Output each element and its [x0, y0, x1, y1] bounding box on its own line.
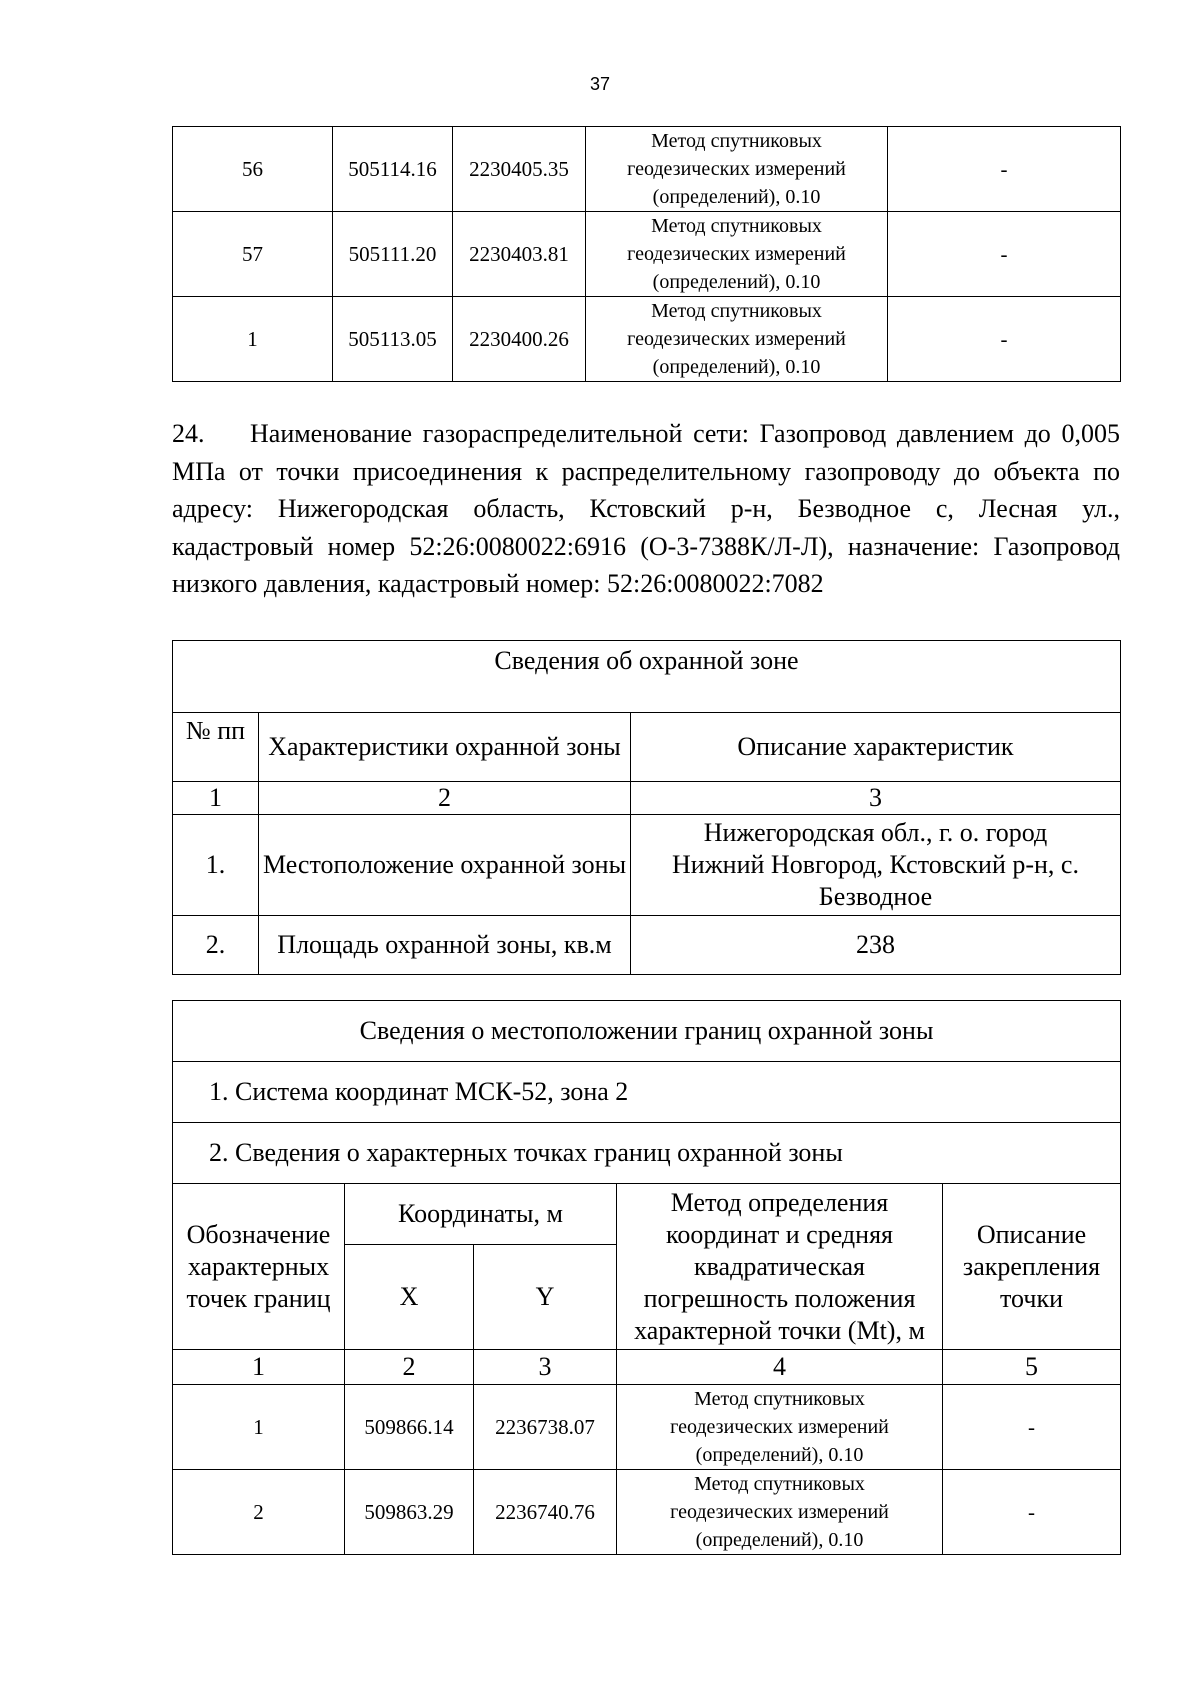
fixing-description: -: [888, 212, 1121, 297]
method-line: Метод спутниковых: [651, 215, 822, 237]
method-line: Метод спутниковых: [651, 130, 822, 152]
header-line: закрепления: [962, 1251, 1101, 1281]
coord-y: 2236740.76: [474, 1470, 617, 1555]
method-line: (определений), 0.10: [652, 271, 821, 293]
characteristic-cell: Площадь охранной зоны, кв.м: [259, 916, 631, 975]
index-cell: 4: [617, 1350, 943, 1385]
coord-y: 2230400.26: [453, 297, 586, 382]
points-section-title: 2. Сведения о характерных точках границ охранной зоны: [173, 1123, 1121, 1184]
coord-x: 505113.05: [333, 297, 453, 382]
point-number: 1: [173, 297, 333, 382]
header-line: характерной точки (Mt), м: [634, 1315, 925, 1345]
description-line: Безводное: [818, 882, 933, 911]
method-line: (определений), 0.10: [652, 186, 821, 208]
header-line: квадратическая: [693, 1251, 866, 1281]
description-line: Нижний Новгород, Кстовский р-н, с.: [672, 850, 1079, 879]
index-cell: 3: [474, 1350, 617, 1385]
fixing-description: -: [943, 1470, 1121, 1555]
point-number: 1: [173, 1385, 345, 1470]
row-number: 1.: [173, 815, 259, 916]
coord-x: 505111.20: [333, 212, 453, 297]
zone-table-title: Сведения об охранной зоне: [173, 641, 1121, 713]
method-line: геодезических измерений: [627, 243, 846, 265]
method-line: геодезических измерений: [670, 1416, 889, 1438]
table-row: [173, 297, 1121, 382]
method-line: Метод спутниковых: [651, 300, 822, 322]
method-line: геодезических измерений: [627, 158, 846, 180]
index-cell: 3: [631, 782, 1121, 815]
header-number: № пп: [173, 713, 259, 782]
header-line: Метод определения: [670, 1187, 889, 1217]
description-line: 238: [856, 930, 895, 959]
table-row: [173, 1385, 1121, 1470]
description-cell: [631, 916, 1121, 975]
method-line: геодезических измерений: [670, 1501, 889, 1523]
method-line: Метод спутниковых: [694, 1473, 865, 1495]
paragraph-number: 24.: [172, 419, 205, 448]
header-line: Описание: [976, 1219, 1087, 1249]
table-row: [173, 212, 1121, 297]
characteristic-cell: Местоположение охранной зоны: [259, 815, 631, 916]
method-line: (определений), 0.10: [652, 356, 821, 378]
fixing-description: -: [888, 297, 1121, 382]
header-characteristics: Характеристики охранной зоны: [259, 713, 631, 782]
method-cell: [617, 1385, 943, 1470]
page-number: 37: [589, 74, 611, 94]
paragraph-text: Наименование газораспределительной сети: Газопровод давлением до 0,005 МПа от точки присоединения к распределительному газопроводу до объекта по адресу: Нижегородская область, Кстовский р-н, Безводное с, Лесная ул., кадастровый номер 52:26:0080022:6916 (О-3-7388К/Л-Л), назначение: Газопровод низкого давления, кадастровый номер: 52:26:0080022:7082: [172, 419, 1120, 598]
header-line: координат и средняя: [666, 1219, 893, 1249]
header-y: Y: [474, 1245, 617, 1350]
header-method: [617, 1184, 943, 1350]
header-designation: [173, 1184, 345, 1350]
point-number: 56: [173, 127, 333, 212]
coord-x: 509866.14: [345, 1385, 474, 1470]
index-cell: 2: [259, 782, 631, 815]
table-row: [173, 916, 1121, 975]
point-number: 2: [173, 1470, 345, 1555]
coord-y: 2236738.07: [474, 1385, 617, 1470]
coord-y: 2230403.81: [453, 212, 586, 297]
header-x: X: [345, 1245, 474, 1350]
fixing-description: -: [943, 1385, 1121, 1470]
bounds-table-title: Сведения о местоположении границ охранной зоны: [173, 1001, 1121, 1062]
table-row: [173, 1470, 1121, 1555]
header-line: точки: [1000, 1283, 1063, 1313]
method-line: геодезических измерений: [627, 328, 846, 350]
header-line: погрешность положения: [643, 1283, 916, 1313]
header-description: Описание характеристик: [631, 713, 1121, 782]
protection-zone-table: [172, 640, 1121, 975]
description-cell: [631, 815, 1121, 916]
header-line: точек границ: [186, 1283, 331, 1313]
header-fixing: [943, 1184, 1121, 1350]
coord-x: 509863.29: [345, 1470, 474, 1555]
method-cell: [617, 1470, 943, 1555]
header-line: Обозначение: [186, 1219, 331, 1249]
description-line: Нижегородская обл., г. о. город: [703, 818, 1048, 847]
point-number: 57: [173, 212, 333, 297]
index-cell: 1: [173, 1350, 345, 1385]
boundary-location-table: [172, 1000, 1121, 1555]
coord-x: 505114.16: [333, 127, 453, 212]
network-description-paragraph: [172, 415, 1120, 603]
method-line: (определений), 0.10: [695, 1529, 864, 1551]
method-line: Метод спутниковых: [694, 1388, 865, 1410]
header-line: характерных: [187, 1251, 330, 1281]
table-row: [173, 127, 1121, 212]
row-number: 2.: [173, 916, 259, 975]
method-cell: [586, 127, 888, 212]
index-cell: 5: [943, 1350, 1121, 1385]
coordinate-system: 1. Система координат МСК-52, зона 2: [173, 1062, 1121, 1123]
coordinates-table-continued: [172, 126, 1121, 382]
method-cell: [586, 212, 888, 297]
method-line: (определений), 0.10: [695, 1444, 864, 1466]
index-cell: 1: [173, 782, 259, 815]
table-row: [173, 815, 1121, 916]
method-cell: [586, 297, 888, 382]
fixing-description: -: [888, 127, 1121, 212]
index-cell: 2: [345, 1350, 474, 1385]
header-coordinates: Координаты, м: [345, 1184, 617, 1245]
coord-y: 2230405.35: [453, 127, 586, 212]
